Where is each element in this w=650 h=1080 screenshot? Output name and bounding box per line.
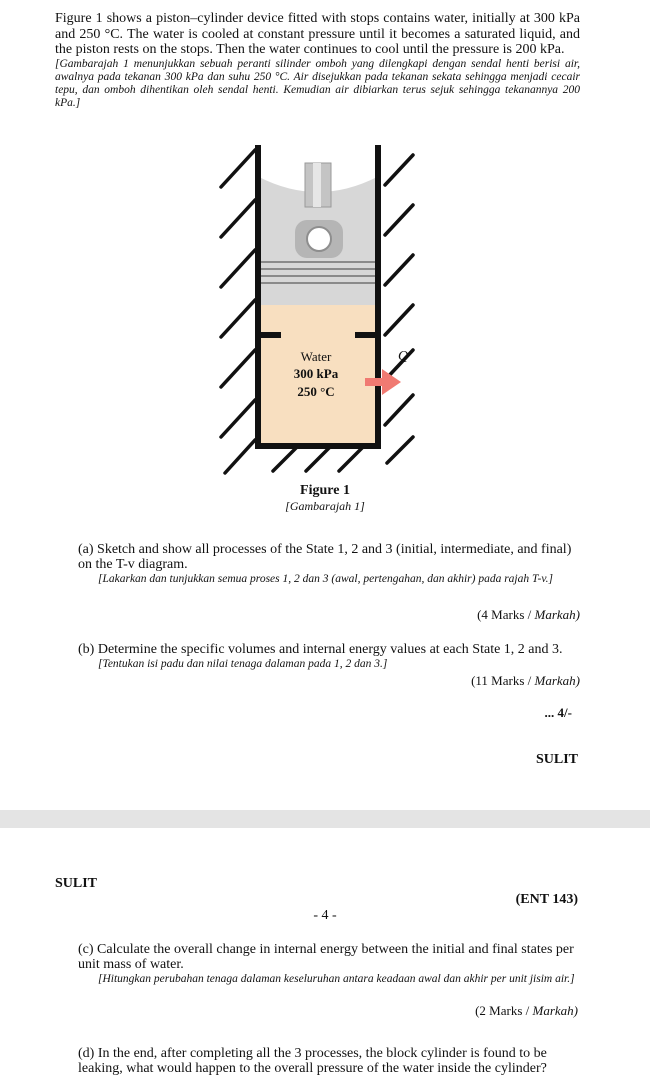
- pressure-label: 300 kPa: [293, 366, 339, 381]
- figure-caption: Figure 1: [300, 483, 350, 498]
- figure-caption-malay: [Gambarajah 1]: [285, 499, 365, 513]
- sulit-header: SULIT: [55, 876, 98, 891]
- problem-statement: [55, 11, 580, 110]
- right-stop: [355, 332, 377, 338]
- piston-pin-hole: [307, 227, 331, 251]
- right-wall-hatch: [385, 155, 413, 463]
- bottom-hatch: [273, 447, 363, 471]
- left-stop: [259, 332, 281, 338]
- problem-english: Figure 1 shows a piston–cylinder device fitted with stops contains water, initially at 300 kPa and 250 °C. The water is cooled at constant pressure until it becomes a saturated liquid, and the piston rests on the stops. Then the water continues to cool until the pressure is 200 kPa.: [55, 11, 580, 57]
- question-b: [78, 642, 580, 671]
- question-d: [78, 1046, 580, 1076]
- question-c-malay: [Hitungkan perubahan tenaga dalaman keseluruhan antara keadaan awal dan akhir per unit jisim air.]: [98, 973, 575, 985]
- question-b-malay: [Tentukan isi padu dan nilai tenaga dalaman pada 1, 2 dan 3.]: [98, 658, 388, 670]
- question-a-marks: (4 Marks / Markah): [477, 607, 580, 622]
- piston-cylinder-figure: [215, 145, 425, 485]
- exam-page-4: [0, 828, 650, 1080]
- continued-marker: ... 4/-: [544, 705, 572, 720]
- page-number: - 4 -: [313, 908, 337, 923]
- question-c: [78, 942, 580, 986]
- temperature-label: 250 °C: [297, 384, 335, 399]
- heat-label: Q: [397, 349, 409, 364]
- left-wall: [255, 145, 261, 449]
- question-a-malay: [Lakarkan dan tunjukkan semua proses 1, 2 dan 3 (awal, pertengahan, dan akhir) pada rajah T-v.]: [98, 573, 553, 585]
- sulit-footer: SULIT: [535, 752, 578, 767]
- problem-malay: [Gambarajah 1 menunjukkan sebuah peranti silinder omboh yang dilengkapi dengan sendal henti berisi air, awalnya pada tekanan 300 kPa dan suhu 250 °C. Air disejukkan pada tekanan sekata sehingga menjadi cecair tepu, dan omboh dihentikan oleh sendal henti. Kemudian air dibiarkan terus sejuk sehingga tekanannya 200 kPa.]: [55, 57, 580, 109]
- question-b-marks: (11 Marks / Markah): [471, 673, 580, 688]
- question-c-marks: (2 Marks / Markah): [475, 1003, 578, 1018]
- cylinder-bottom: [255, 443, 381, 449]
- right-wall: [375, 145, 381, 449]
- question-c-english: (c) Calculate the overall change in internal energy between the initial and final states per unit mass of water.: [78, 942, 574, 972]
- question-d-english: (d) In the end, after completing all the 3 processes, the block cylinder is found to be leaking, what would happen to the overall pressure of the water inside the cylinder?: [78, 1046, 547, 1076]
- left-wall-hatch: [221, 150, 255, 473]
- page-break: [0, 810, 650, 828]
- water-label: Water: [300, 349, 332, 364]
- question-b-english: (b) Determine the specific volumes and internal energy values at each State 1, 2 and 3.: [78, 642, 563, 657]
- question-a-english: (a) Sketch and show all processes of the State 1, 2 and 3 (initial, intermediate, and final) on the T-v diagram.: [78, 542, 572, 572]
- course-code: (ENT 143): [515, 892, 578, 907]
- question-a: [78, 542, 580, 586]
